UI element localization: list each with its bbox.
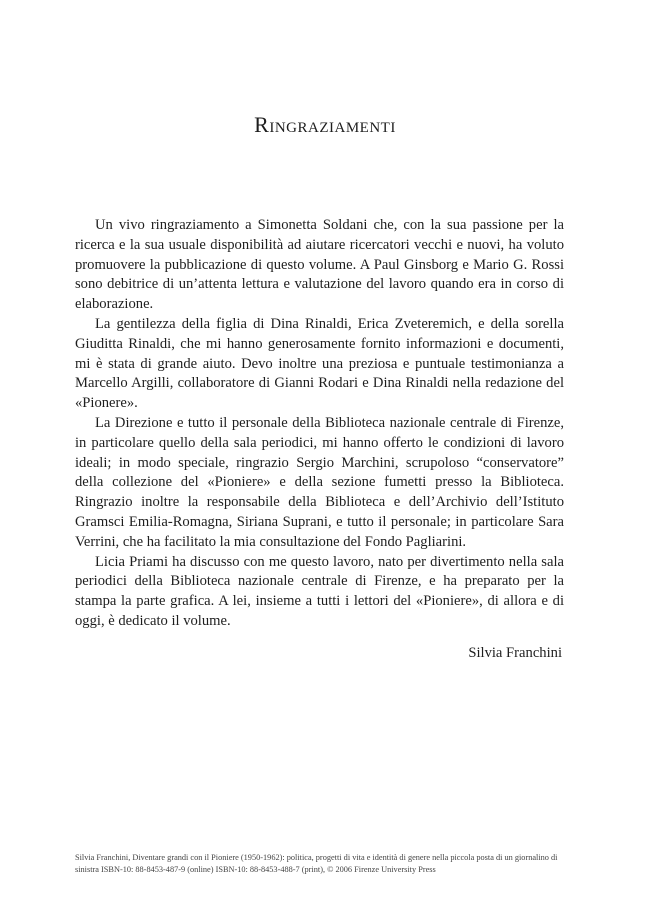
paragraph: La Direzione e tutto il personale della Biblioteca nazionale centrale di Firenze, in particolare quello della sala periodici, mi hanno offerto le condizioni di lavoro ideali; in modo speciale, ringrazio Sergio Marchini, scrupoloso “conservatore” della collezione del «Pioniere» e della sezione fumetti presso la Biblioteca. Ringrazio inoltre la responsabile della Biblioteca e dell’Archivio dell’Istituto Gramsci Emilia-Romagna, Siriana Suprani, e tutto il personale; in particolare Sara Verrini, che ha facilitato la mia consultazione del Fondo Pagliarini. [75, 414, 564, 550]
paragraph: Licia Priami ha discusso con me questo lavoro, nato per divertimento nella sala periodici della Biblioteca nazionale centrale di Firenze, e ha preparato per la stampa la parte grafica. A lei, insieme a tutti i lettori del «Pioniere», di allora e di oggi, è dedicato il volume. [75, 553, 564, 629]
author-signature: Silvia Franchini [468, 645, 562, 661]
paragraph: La gentilezza della figlia di Dina Rinaldi, Erica Zveteremich, e della sorella Giuditta Rinaldi, che mi hanno generosamente fornito informazioni e documenti, mi è stata di grande aiuto. Devo inoltre una preziosa e puntuale testimonianza a Marcello Argilli, collaboratore di Gianni Rodari e Dina Rinaldi nella redazione del «Pionere». [75, 315, 564, 412]
citation-footer: Silvia Franchini, Diventare grandi con il Pioniere (1950-1962): politica, progetti di vita e identità di genere nella piccola posta di un giornalino di sinistra ISBN-10: 88-8453-487-9 (online) ISBN-10: 88-8453-488-7 (print), © 2006 Firenze University Press [75, 853, 558, 874]
page-title: Ringraziamenti [254, 112, 396, 137]
acknowledgements-body [75, 216, 564, 632]
paragraph: Un vivo ringraziamento a Simonetta Soldani che, con la sua passione per la ricerca e la sua usuale disponibilità ad aiutare ricercatori vecchi e nuovi, ha voluto promuovere la pubblicazione di questo volume. A Paul Ginsborg e Mario G. Rossi sono debitrice di un’attenta lettura e valutazione del lavoro quando era in corso di elaborazione. [75, 217, 564, 313]
